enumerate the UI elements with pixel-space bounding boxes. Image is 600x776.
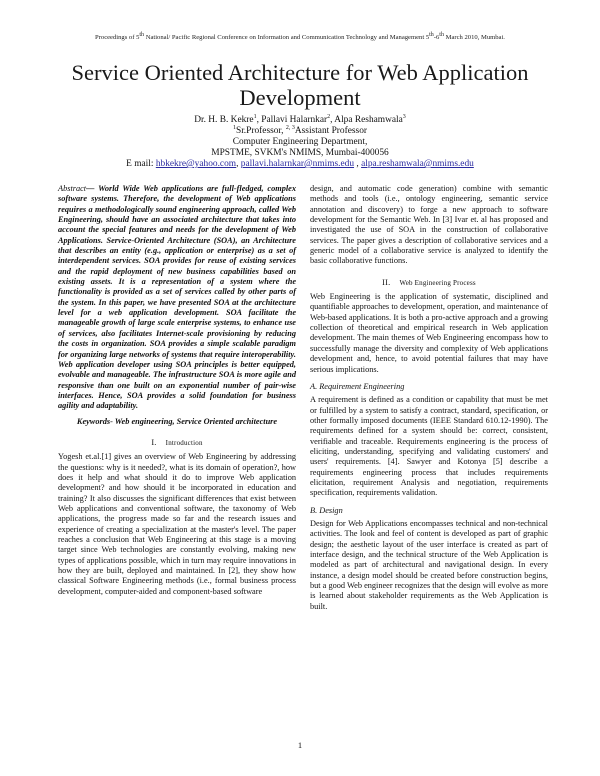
author-roles: $^1$Sr.Professor, $^{2, 3}$Assistant Professor: [232, 124, 368, 136]
subsection-heading-design: B. Design: [310, 505, 343, 515]
section-number: I.: [151, 437, 157, 447]
keywords: Keywords- Web engineering, Service Oriented architecture: [76, 416, 278, 426]
email-link-reshamwala[interactable]: alpa.reshamwala@nmims.edu: [361, 159, 474, 169]
introduction-text: Yogesh et.al.[1] gives an overview of Web Engineering by addressing the questions: why is it needed?, what is its domain of operation?, how does it help and what should it do to improve Web application development? and how should it be incorporated in education and training? It also discusses the significant differences that exist between Web applications and conventional software, the taxonomy of Web applications, the progress made so far and the research issues and experience of creating a specialization at the master's level. The paper reaches a conclusion that Web Engineering at this stage is a moving target since Web technologies are constantly evolving, making new types of applications possible, which in turn may require innovations in how they are built, deployed and maintained. In [2], they show how classical Software Engineering methods (i.e., formal business process development, computer-aided and component-based software: [58, 452, 296, 596]
email-link-halarnkar[interactable]: pallavi.halarnkar@nmims.edu: [240, 159, 355, 169]
section-title: Introduction: [165, 438, 203, 447]
requirement-engineering-text: A requirement is defined as a condition or capability that must be met or fulfilled by a system to satisfy a contract, standard, specification, or other formally imposed documents (IEEE Standard 610.12-1990). The requirements defined for a system should be: correct, consistent, verifiable and traceable. Requirements engineering is the process of eliciting, understanding, specifying and validating customers' and users' requirements. [4]. Sawyer and Kotonya [5] describe a requirements engineering process that includes requirements elicitation, requirement Analysis and negotiation, requirements specification, requirements validation.: [310, 395, 548, 498]
abstract: [58, 184, 296, 412]
left-column: [58, 184, 296, 597]
email-label: E mail:: [126, 159, 154, 169]
institute: MPSTME, SVKM's NMIMS, Mumbai-400056: [211, 148, 389, 158]
author-names: Dr. H. B. Kekre$^1$, Pallavi Halarnkar$^2$, Alpa Reshamwala$^3$: [194, 113, 406, 125]
department: Computer Engineering Department,: [232, 137, 368, 147]
right-column: [310, 184, 548, 612]
section-title: Web Engineering Process: [399, 278, 476, 287]
author-block: [40, 115, 560, 170]
design-text: Design for Web Applications encompasses technical and non-technical activities. The look and feel of content is developed as part of graphic design; the aesthetic layout of the user interface is created as part of interface design, and the technical structure of the Web Application is modeled as part of architectural and navigational design. In every instance, a design model should be created before construction begins, but a good Web engineer recognizes that the design will evolve as more is learned about stakeholder requirements as the Web Application is built.: [310, 518, 548, 611]
abstract-text: — World Wide Web applications are full-fledged, complex software systems. Therefore, the development of Web applications requires a methodologically sound engineering approach, called Web Engineering, should have an associated architecture that takes into account the special features and needs for the development of Web Applications. Service-Oriented Architecture (SOA), an Architecture that describes an entity (e.g., application or enterprise) as a set of interdependent services. SOA provides for reuse of existing services and the rapid deployment of new business capabilities based on existing assets. It is a representation of a system where the functionality is provided as a set of services called by other parts of the system. In this paper, we have presented SOA at the architecture level for a web application development. SOA facilitate the manageable growth of large scale enterprise systems, to enhance use of services, also facilitates Internet-scale provisioning by reducing the costs in organization. SOA provides a simple scalable paradigm for organizing large networks of systems that require interoperability. Web application developer using SOA principles is better equipped, evolvable and manageable. The infrastructure SOA is more agile and responsive than one built on an exponential number of pair-wise interfaces. Hence, SOA provides a solid foundation for business agility and adaptability.: [58, 184, 296, 411]
web-engineering-text: Web Engineering is the application of systematic, disciplined and quantifiable approaches to development, operation, and maintenance of Web-based applications. It is both a pro-active approach and a growing collection of theoretical and empirical research in Web application development. The main themes of Web Engineering encompass how to successfully manage the diversity and complexity of Web applications development and, hence, to avoid potential failures that may have serious implications.: [310, 292, 548, 374]
subsection-heading-requirement: A. Requirement Engineering: [310, 381, 405, 391]
email-link-kekre[interactable]: hbkekre@yahoo.com: [155, 159, 237, 169]
paper-title: Service Oriented Architecture for Web Application Development: [71, 60, 529, 110]
introduction-continued-text: design, and automatic code generation) combine with semantic methods and tools (i.e., ontology engineering, semantic service annotation and discovery) to forge a new approach to software development for the Semantic Web. In [3] Ivar et. al has proposed and investigated the use of SOA in the construction of collaborative services. The paper gives a description of collaborative services and a generic model of a collaborative service is analyzed to identify the basic collaborative functions.: [310, 184, 548, 266]
page-number: 1: [297, 740, 303, 750]
section-heading-web-engineering: [310, 278, 548, 288]
section-heading-introduction: [58, 438, 296, 448]
proceedings-header: Proceedings of 5th National/ Pacific Regional Conference on Information and Communication Technology and Management 5th-6th March 2010, Mumbai.: [95, 31, 505, 41]
abstract-label: Abstract: [58, 184, 87, 193]
section-number: II.: [382, 277, 391, 287]
email-line: E mail: hbkekre@yahoo.com, pallavi.halarnkar@nmims.edu , alpa.reshamwala@nmims.edu: [126, 159, 474, 169]
